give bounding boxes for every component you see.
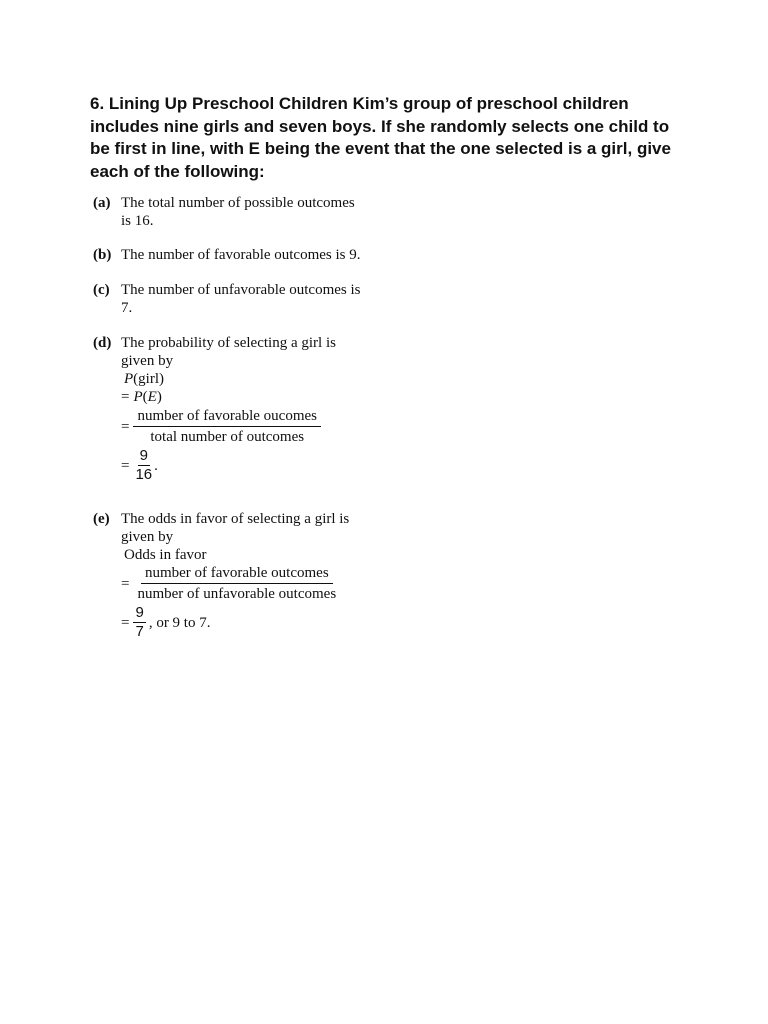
question-text: 6. Lining Up Preschool Children Kim’s group of preschool children includes nine girls and seven boys. If she randomly selects one child to be first in line, with E being the event that the one selected is a girl, give each of the following: (90, 94, 671, 181)
answer-c-line1: The number of unfavorable outcomes is (121, 282, 361, 298)
answer-d-line2: given by (121, 353, 174, 369)
answer-d-fraction-row: = $\frac{\text{number of favorable oucomes}}{\text{total number of outcomes}}$ (121, 407, 393, 446)
answer-d-p-girl: P(girl) (124, 371, 164, 387)
answer-b (93, 246, 393, 264)
answer-c (93, 281, 393, 317)
answer-d-label: (d) (93, 335, 112, 351)
answer-a-label: (a) (93, 195, 111, 211)
answer-d-line1: The probability of selecting a girl is (121, 335, 336, 351)
answer-e-fraction-denominator: number of unfavorable outcomes (137, 586, 337, 602)
answer-e-fraction-numerator: number of favorable outcomes (141, 564, 333, 584)
answer-a-line2: is 16. (121, 213, 154, 229)
answer-d-fraction-denominator: total number of outcomes (150, 429, 305, 445)
answer-d-fraction (133, 407, 321, 446)
answer-e-math (121, 564, 393, 641)
answer-d (93, 334, 393, 484)
answer-b-label: (b) (93, 247, 112, 263)
answer-c-line2: 7. (121, 300, 133, 316)
answer-e-line1: The odds in favor of selecting a girl is (121, 511, 350, 527)
answer-d-result-fraction (133, 447, 154, 484)
answer-e-fraction-row: = $\frac{\text{number of favorable outcomes}}{\text{number of unfavorable outcomes}}$ (121, 564, 393, 603)
answer-e-result-tail: , or 9 to 7. (148, 614, 211, 631)
answer-c-label: (c) (93, 282, 110, 298)
answer-e-result-fraction (133, 604, 145, 641)
answer-e-result-numerator: 9 (135, 604, 144, 621)
answer-d-result-end: . (154, 457, 158, 474)
answer-e (93, 510, 393, 641)
answer-a-line1: The total number of possible outcomes (121, 195, 355, 211)
answer-e-fraction (133, 564, 340, 603)
answer-e-line3: Odds in favor (124, 547, 207, 563)
answer-d-result-denominator: 16 (135, 466, 153, 483)
answer-d-p-e: = P(E) (121, 389, 162, 405)
answer-d-fraction-numerator: number of favorable oucomes (133, 407, 321, 427)
answer-d-result-numerator: 9 (139, 447, 148, 464)
answer-e-label: (e) (93, 511, 110, 527)
answer-e-result-denominator: 7 (135, 623, 144, 640)
answer-d-math (121, 370, 393, 484)
answer-a (93, 194, 393, 230)
answer-e-result-row: = $\frac{9}{7}$ , or 9 to 7. (121, 604, 211, 640)
answer-e-line2: given by (121, 529, 174, 545)
answer-d-result-row: = $\frac{9}{16}$ . (121, 447, 158, 483)
answer-b-line1: The number of favorable outcomes is 9. (121, 247, 361, 263)
